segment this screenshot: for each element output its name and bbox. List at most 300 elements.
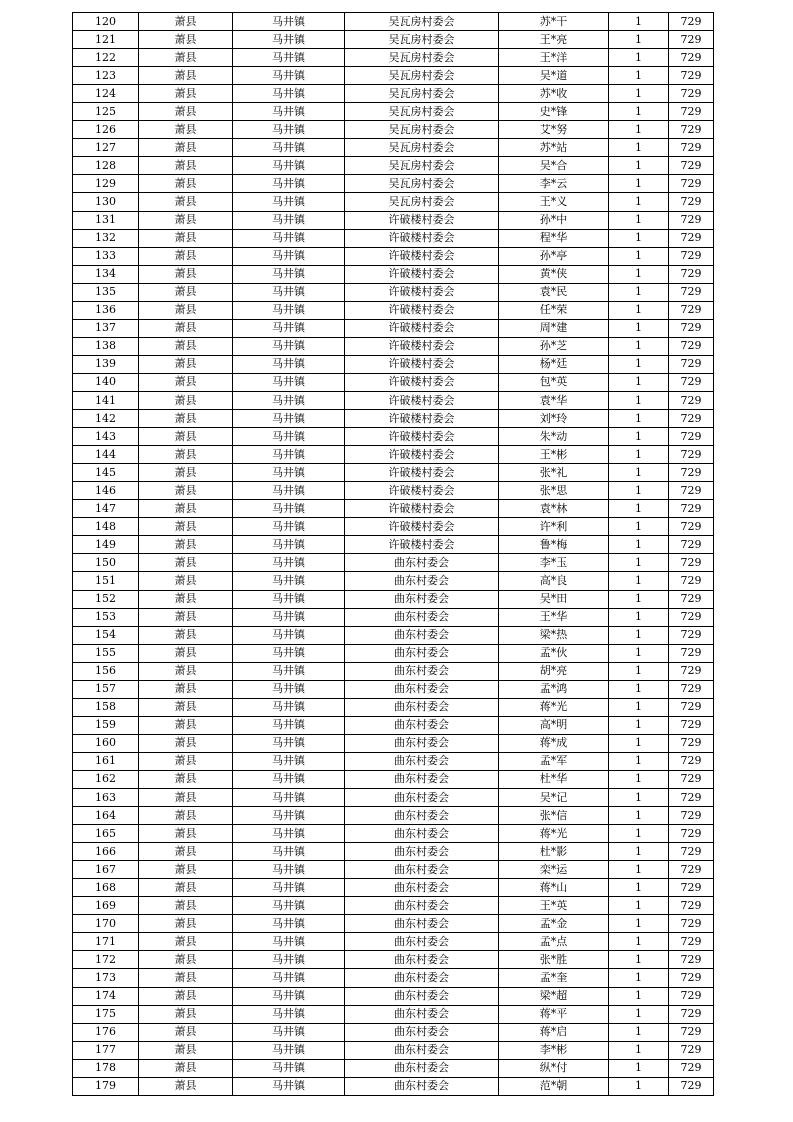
table-row [73,861,714,879]
cell-town: 马井镇 [233,319,345,337]
cell-village-committee: 许破楼村委会 [345,428,499,446]
cell-village-committee: 曲东村委会 [345,1041,499,1059]
cell-town: 马井镇 [233,1005,345,1023]
cell-name: 袁*民 [499,283,609,301]
cell-amount: 729 [669,951,714,969]
cell-village-committee: 曲东村委会 [345,915,499,933]
cell-amount: 729 [669,734,714,752]
cell-count: 1 [609,49,669,67]
cell-serial-number: 175 [73,1005,139,1023]
table-row [73,157,714,175]
cell-amount: 729 [669,13,714,31]
cell-serial-number: 151 [73,572,139,590]
table-row [73,337,714,355]
cell-serial-number: 171 [73,933,139,951]
cell-count: 1 [609,482,669,500]
cell-count: 1 [609,157,669,175]
cell-county: 萧县 [139,716,233,734]
cell-serial-number: 147 [73,500,139,518]
table-row [73,536,714,554]
cell-county: 萧县 [139,373,233,391]
cell-count: 1 [609,193,669,211]
cell-name: 孙*中 [499,211,609,229]
table-row [73,428,714,446]
cell-county: 萧县 [139,861,233,879]
cell-name: 鲁*梅 [499,536,609,554]
cell-name: 许*利 [499,518,609,536]
cell-count: 1 [609,1005,669,1023]
cell-amount: 729 [669,1059,714,1077]
cell-name: 蒋*山 [499,879,609,897]
cell-town: 马井镇 [233,464,345,482]
cell-village-committee: 曲东村委会 [345,861,499,879]
cell-town: 马井镇 [233,265,345,283]
cell-name: 孟*鸿 [499,680,609,698]
cell-amount: 729 [669,897,714,915]
cell-name: 苏*干 [499,13,609,31]
table-row [73,716,714,734]
cell-count: 1 [609,391,669,409]
cell-count: 1 [609,644,669,662]
table-row [73,698,714,716]
cell-name: 吴*合 [499,157,609,175]
cell-county: 萧县 [139,49,233,67]
table-row [73,13,714,31]
cell-county: 萧县 [139,752,233,770]
cell-name: 张*思 [499,482,609,500]
cell-village-committee: 曲东村委会 [345,734,499,752]
cell-serial-number: 123 [73,67,139,85]
cell-village-committee: 吴瓦房村委会 [345,157,499,175]
cell-amount: 729 [669,464,714,482]
cell-town: 马井镇 [233,897,345,915]
cell-amount: 729 [669,626,714,644]
cell-village-committee: 曲东村委会 [345,879,499,897]
cell-town: 马井镇 [233,915,345,933]
cell-name: 胡*亮 [499,662,609,680]
cell-amount: 729 [669,933,714,951]
cell-county: 萧县 [139,85,233,103]
cell-village-committee: 曲东村委会 [345,698,499,716]
cell-serial-number: 146 [73,482,139,500]
cell-name: 张*信 [499,807,609,825]
cell-serial-number: 169 [73,897,139,915]
cell-amount: 729 [669,446,714,464]
table-row [73,644,714,662]
cell-county: 萧县 [139,482,233,500]
table-row [73,482,714,500]
cell-county: 萧县 [139,644,233,662]
cell-count: 1 [609,843,669,861]
cell-village-committee: 许破楼村委会 [345,355,499,373]
cell-count: 1 [609,572,669,590]
cell-count: 1 [609,969,669,987]
cell-village-committee: 许破楼村委会 [345,482,499,500]
cell-serial-number: 132 [73,229,139,247]
cell-serial-number: 135 [73,283,139,301]
cell-name: 孙*亭 [499,247,609,265]
cell-amount: 729 [669,247,714,265]
cell-count: 1 [609,608,669,626]
cell-county: 萧县 [139,879,233,897]
cell-count: 1 [609,807,669,825]
cell-county: 萧县 [139,283,233,301]
cell-county: 萧县 [139,662,233,680]
cell-county: 萧县 [139,1023,233,1041]
cell-amount: 729 [669,536,714,554]
cell-count: 1 [609,1023,669,1041]
cell-county: 萧县 [139,428,233,446]
cell-town: 马井镇 [233,969,345,987]
table-row [73,554,714,572]
cell-name: 蒋*启 [499,1023,609,1041]
cell-county: 萧县 [139,987,233,1005]
cell-town: 马井镇 [233,283,345,301]
table-row [73,247,714,265]
cell-count: 1 [609,139,669,157]
cell-town: 马井镇 [233,193,345,211]
cell-village-committee: 吴瓦房村委会 [345,13,499,31]
cell-town: 马井镇 [233,861,345,879]
cell-amount: 729 [669,590,714,608]
cell-count: 1 [609,1059,669,1077]
table-row [73,662,714,680]
cell-county: 萧县 [139,680,233,698]
cell-village-committee: 曲东村委会 [345,951,499,969]
table-row [73,518,714,536]
cell-count: 1 [609,446,669,464]
cell-serial-number: 156 [73,662,139,680]
cell-serial-number: 165 [73,825,139,843]
table-row [73,229,714,247]
cell-town: 马井镇 [233,789,345,807]
cell-village-committee: 许破楼村委会 [345,518,499,536]
cell-amount: 729 [669,680,714,698]
cell-town: 马井镇 [233,807,345,825]
cell-town: 马井镇 [233,518,345,536]
cell-name: 蒋*成 [499,734,609,752]
cell-name: 范*朝 [499,1077,609,1095]
cell-amount: 729 [669,139,714,157]
cell-town: 马井镇 [233,500,345,518]
cell-town: 马井镇 [233,879,345,897]
cell-county: 萧县 [139,175,233,193]
cell-village-committee: 许破楼村委会 [345,410,499,428]
cell-serial-number: 170 [73,915,139,933]
cell-name: 程*华 [499,229,609,247]
cell-village-committee: 吴瓦房村委会 [345,121,499,139]
cell-county: 萧县 [139,211,233,229]
cell-count: 1 [609,554,669,572]
cell-serial-number: 148 [73,518,139,536]
table-row [73,770,714,788]
cell-amount: 729 [669,770,714,788]
cell-county: 萧县 [139,229,233,247]
cell-town: 马井镇 [233,572,345,590]
cell-amount: 729 [669,608,714,626]
cell-count: 1 [609,319,669,337]
cell-count: 1 [609,265,669,283]
cell-village-committee: 吴瓦房村委会 [345,85,499,103]
cell-town: 马井镇 [233,698,345,716]
table-row [73,301,714,319]
cell-amount: 729 [669,518,714,536]
cell-county: 萧县 [139,13,233,31]
cell-amount: 729 [669,410,714,428]
cell-name: 袁*林 [499,500,609,518]
cell-serial-number: 133 [73,247,139,265]
cell-name: 吴*记 [499,789,609,807]
cell-count: 1 [609,103,669,121]
table-row [73,464,714,482]
cell-serial-number: 155 [73,644,139,662]
cell-name: 高*良 [499,572,609,590]
table-row [73,175,714,193]
cell-serial-number: 145 [73,464,139,482]
cell-town: 马井镇 [233,716,345,734]
cell-village-committee: 曲东村委会 [345,608,499,626]
cell-town: 马井镇 [233,608,345,626]
cell-amount: 729 [669,807,714,825]
cell-amount: 729 [669,879,714,897]
cell-name: 艾*努 [499,121,609,139]
cell-amount: 729 [669,211,714,229]
table-row [73,139,714,157]
cell-amount: 729 [669,301,714,319]
cell-serial-number: 137 [73,319,139,337]
cell-serial-number: 174 [73,987,139,1005]
cell-village-committee: 曲东村委会 [345,987,499,1005]
cell-name: 吴*田 [499,590,609,608]
cell-count: 1 [609,987,669,1005]
cell-town: 马井镇 [233,1041,345,1059]
cell-name: 孙*芝 [499,337,609,355]
cell-town: 马井镇 [233,373,345,391]
table-row [73,951,714,969]
cell-serial-number: 168 [73,879,139,897]
cell-serial-number: 179 [73,1077,139,1095]
cell-town: 马井镇 [233,1077,345,1095]
cell-village-committee: 曲东村委会 [345,825,499,843]
cell-county: 萧县 [139,103,233,121]
cell-village-committee: 吴瓦房村委会 [345,31,499,49]
table-row [73,590,714,608]
cell-name: 杜*影 [499,843,609,861]
table-row [73,987,714,1005]
table-row [73,373,714,391]
cell-village-committee: 许破楼村委会 [345,283,499,301]
cell-amount: 729 [669,373,714,391]
cell-town: 马井镇 [233,103,345,121]
cell-county: 萧县 [139,31,233,49]
cell-serial-number: 139 [73,355,139,373]
cell-amount: 729 [669,103,714,121]
cell-serial-number: 154 [73,626,139,644]
cell-name: 吴*道 [499,67,609,85]
cell-count: 1 [609,175,669,193]
cell-serial-number: 158 [73,698,139,716]
cell-amount: 729 [669,987,714,1005]
cell-village-committee: 曲东村委会 [345,1023,499,1041]
cell-count: 1 [609,951,669,969]
cell-village-committee: 曲东村委会 [345,572,499,590]
cell-serial-number: 164 [73,807,139,825]
cell-town: 马井镇 [233,337,345,355]
table-row [73,608,714,626]
cell-serial-number: 141 [73,391,139,409]
cell-town: 马井镇 [233,157,345,175]
cell-county: 萧县 [139,391,233,409]
cell-town: 马井镇 [233,590,345,608]
table-row [73,825,714,843]
cell-name: 蒋*光 [499,825,609,843]
cell-serial-number: 152 [73,590,139,608]
cell-county: 萧县 [139,698,233,716]
cell-name: 梁*超 [499,987,609,1005]
table-row [73,680,714,698]
table-row [73,752,714,770]
cell-village-committee: 许破楼村委会 [345,211,499,229]
cell-amount: 729 [669,319,714,337]
cell-name: 张*胜 [499,951,609,969]
cell-count: 1 [609,121,669,139]
cell-serial-number: 163 [73,789,139,807]
cell-village-committee: 曲东村委会 [345,590,499,608]
table-row [73,1041,714,1059]
table-row [73,85,714,103]
cell-serial-number: 172 [73,951,139,969]
cell-town: 马井镇 [233,229,345,247]
cell-count: 1 [609,734,669,752]
cell-count: 1 [609,518,669,536]
cell-count: 1 [609,31,669,49]
table-row [73,67,714,85]
table-row [73,807,714,825]
cell-count: 1 [609,825,669,843]
cell-name: 王*义 [499,193,609,211]
cell-serial-number: 130 [73,193,139,211]
table-row [73,1059,714,1077]
table-row [73,915,714,933]
cell-name: 苏*收 [499,85,609,103]
cell-county: 萧县 [139,446,233,464]
cell-serial-number: 162 [73,770,139,788]
cell-village-committee: 许破楼村委会 [345,229,499,247]
cell-name: 张*礼 [499,464,609,482]
cell-town: 马井镇 [233,1023,345,1041]
cell-town: 马井镇 [233,554,345,572]
records-table [72,12,714,1096]
cell-amount: 729 [669,915,714,933]
cell-county: 萧县 [139,337,233,355]
cell-serial-number: 131 [73,211,139,229]
cell-town: 马井镇 [233,391,345,409]
cell-name: 李*云 [499,175,609,193]
cell-amount: 729 [669,752,714,770]
cell-town: 马井镇 [233,49,345,67]
cell-count: 1 [609,355,669,373]
table-row [73,500,714,518]
table-row [73,789,714,807]
cell-town: 马井镇 [233,85,345,103]
table-row [73,1023,714,1041]
cell-town: 马井镇 [233,951,345,969]
cell-count: 1 [609,229,669,247]
cell-amount: 729 [669,355,714,373]
cell-name: 高*明 [499,716,609,734]
cell-count: 1 [609,861,669,879]
cell-town: 马井镇 [233,31,345,49]
cell-county: 萧县 [139,807,233,825]
cell-village-committee: 吴瓦房村委会 [345,49,499,67]
cell-name: 杜*华 [499,770,609,788]
cell-amount: 729 [669,193,714,211]
cell-county: 萧县 [139,1005,233,1023]
cell-count: 1 [609,428,669,446]
cell-county: 萧县 [139,915,233,933]
cell-county: 萧县 [139,590,233,608]
cell-name: 蒋*平 [499,1005,609,1023]
cell-county: 萧县 [139,770,233,788]
cell-town: 马井镇 [233,626,345,644]
cell-name: 孟*伙 [499,644,609,662]
cell-serial-number: 121 [73,31,139,49]
cell-count: 1 [609,770,669,788]
cell-name: 史*锋 [499,103,609,121]
cell-village-committee: 曲东村委会 [345,770,499,788]
cell-serial-number: 178 [73,1059,139,1077]
cell-name: 梁*热 [499,626,609,644]
cell-village-committee: 许破楼村委会 [345,500,499,518]
cell-name: 李*玉 [499,554,609,572]
cell-county: 萧县 [139,789,233,807]
cell-serial-number: 166 [73,843,139,861]
cell-name: 包*英 [499,373,609,391]
cell-serial-number: 159 [73,716,139,734]
cell-town: 马井镇 [233,770,345,788]
cell-count: 1 [609,85,669,103]
cell-serial-number: 150 [73,554,139,572]
table-row [73,843,714,861]
cell-serial-number: 176 [73,1023,139,1041]
cell-count: 1 [609,1077,669,1095]
cell-count: 1 [609,752,669,770]
table-row [73,265,714,283]
cell-village-committee: 曲东村委会 [345,843,499,861]
table-row [73,626,714,644]
table-row [73,211,714,229]
cell-serial-number: 129 [73,175,139,193]
cell-count: 1 [609,789,669,807]
cell-village-committee: 许破楼村委会 [345,373,499,391]
cell-count: 1 [609,373,669,391]
table-row [73,897,714,915]
table-row [73,410,714,428]
cell-name: 李*彬 [499,1041,609,1059]
table-row [73,121,714,139]
cell-serial-number: 144 [73,446,139,464]
table-row [73,734,714,752]
cell-name: 栾*运 [499,861,609,879]
cell-serial-number: 149 [73,536,139,554]
table-row [73,1005,714,1023]
cell-town: 马井镇 [233,301,345,319]
cell-name: 孟*金 [499,915,609,933]
cell-amount: 729 [669,85,714,103]
cell-county: 萧县 [139,410,233,428]
cell-amount: 729 [669,67,714,85]
cell-serial-number: 125 [73,103,139,121]
